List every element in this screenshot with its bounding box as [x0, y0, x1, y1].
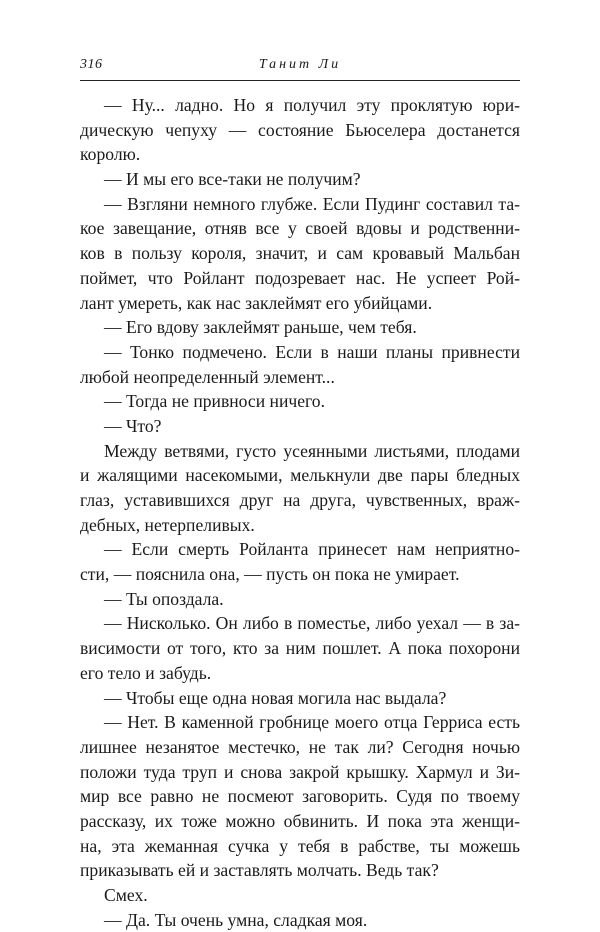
text-line: висимости от того, кто за ним пошлет. А пока похорони: [80, 638, 520, 659]
text-line: — Если смерть Ройланта принесет нам неприятно-: [104, 539, 520, 560]
text-line: глаз, уставившихся друг на друга, чувственных, враж-: [80, 490, 520, 510]
text-line: любой неопределенный элемент...: [80, 366, 335, 387]
text-line: кое завещание, отняв все у своей вдовы и родственни-: [80, 218, 520, 239]
text-line: — Нет. В каменной гробнице моего отца Герриса есть: [104, 712, 520, 733]
text-line: сти, — пояснила она, — пусть он пока не умирает.: [80, 564, 460, 585]
text-line: королю.: [80, 144, 141, 165]
running-head: [80, 57, 520, 77]
body-text: [80, 93, 520, 932]
text-line: — Что?: [104, 415, 162, 436]
text-line: Между ветвями, густо усеянными листьями, плодами: [104, 440, 520, 461]
text-line: дическую чепуху — состояние Бьюселера достанется: [80, 119, 520, 140]
text-line: — Его вдову заклеймят раньше, чем тебя.: [104, 317, 417, 338]
text-line: Смех.: [104, 885, 148, 905]
text-line: приказывать ей и заставлять молчать. Ведь так?: [80, 860, 439, 881]
text-line: рассказу, их тоже можно обвинить. И пока эта женщи-: [80, 810, 520, 831]
text-line: — Тогда не привноси ничего.: [104, 391, 326, 412]
text-line: — И мы его все-таки не получим?: [104, 169, 361, 190]
text-line: поймет, что Ройлант подозревает нас. Не успеет Рой-: [80, 267, 520, 288]
text-line: — Ты опоздала.: [104, 588, 224, 609]
text-line: — Тонко подмечено. Если в наши планы привнести: [104, 341, 520, 362]
text-line: — Взгляни немного глубже. Если Пудинг составил та-: [104, 193, 520, 214]
text-line: лант умереть, как нас заклеймят его убийцами.: [80, 292, 433, 313]
page-number: 316: [80, 57, 103, 72]
text-line: и жалящими насекомыми, мелькнули две пары бледных: [80, 465, 520, 486]
text-line: дебных, нетерпеливых.: [80, 514, 255, 535]
text-line: его тело и забудь.: [80, 662, 212, 683]
header-rule: [80, 80, 520, 81]
text-line: — Да. Ты очень умна, сладкая моя.: [104, 909, 368, 930]
text-line: лишнее незанятое местечко, не так ли? Сегодня ночью: [80, 736, 520, 757]
text-line: на, эта жеманная сучка у тебя в рабстве, ты можешь: [80, 835, 520, 856]
text-line: — Чтобы еще одна новая могила нас выдала?: [104, 687, 447, 708]
text-line: — Нисколько. Он либо в поместье, либо уехал — в за-: [104, 613, 520, 634]
text-line: мир все равно не посмеют заговорить. Судя по твоему: [80, 786, 520, 807]
text-line: ков в пользу короля, значит, и сам кровавый Мальбан: [80, 243, 520, 264]
text-line: — Ну... ладно. Но я получил эту проклятую юри-: [104, 95, 520, 115]
running-title: Танит Ли: [258, 57, 342, 72]
text-line: положи туда труп и снова закрой крышку. Хармул и Зи-: [80, 761, 520, 782]
